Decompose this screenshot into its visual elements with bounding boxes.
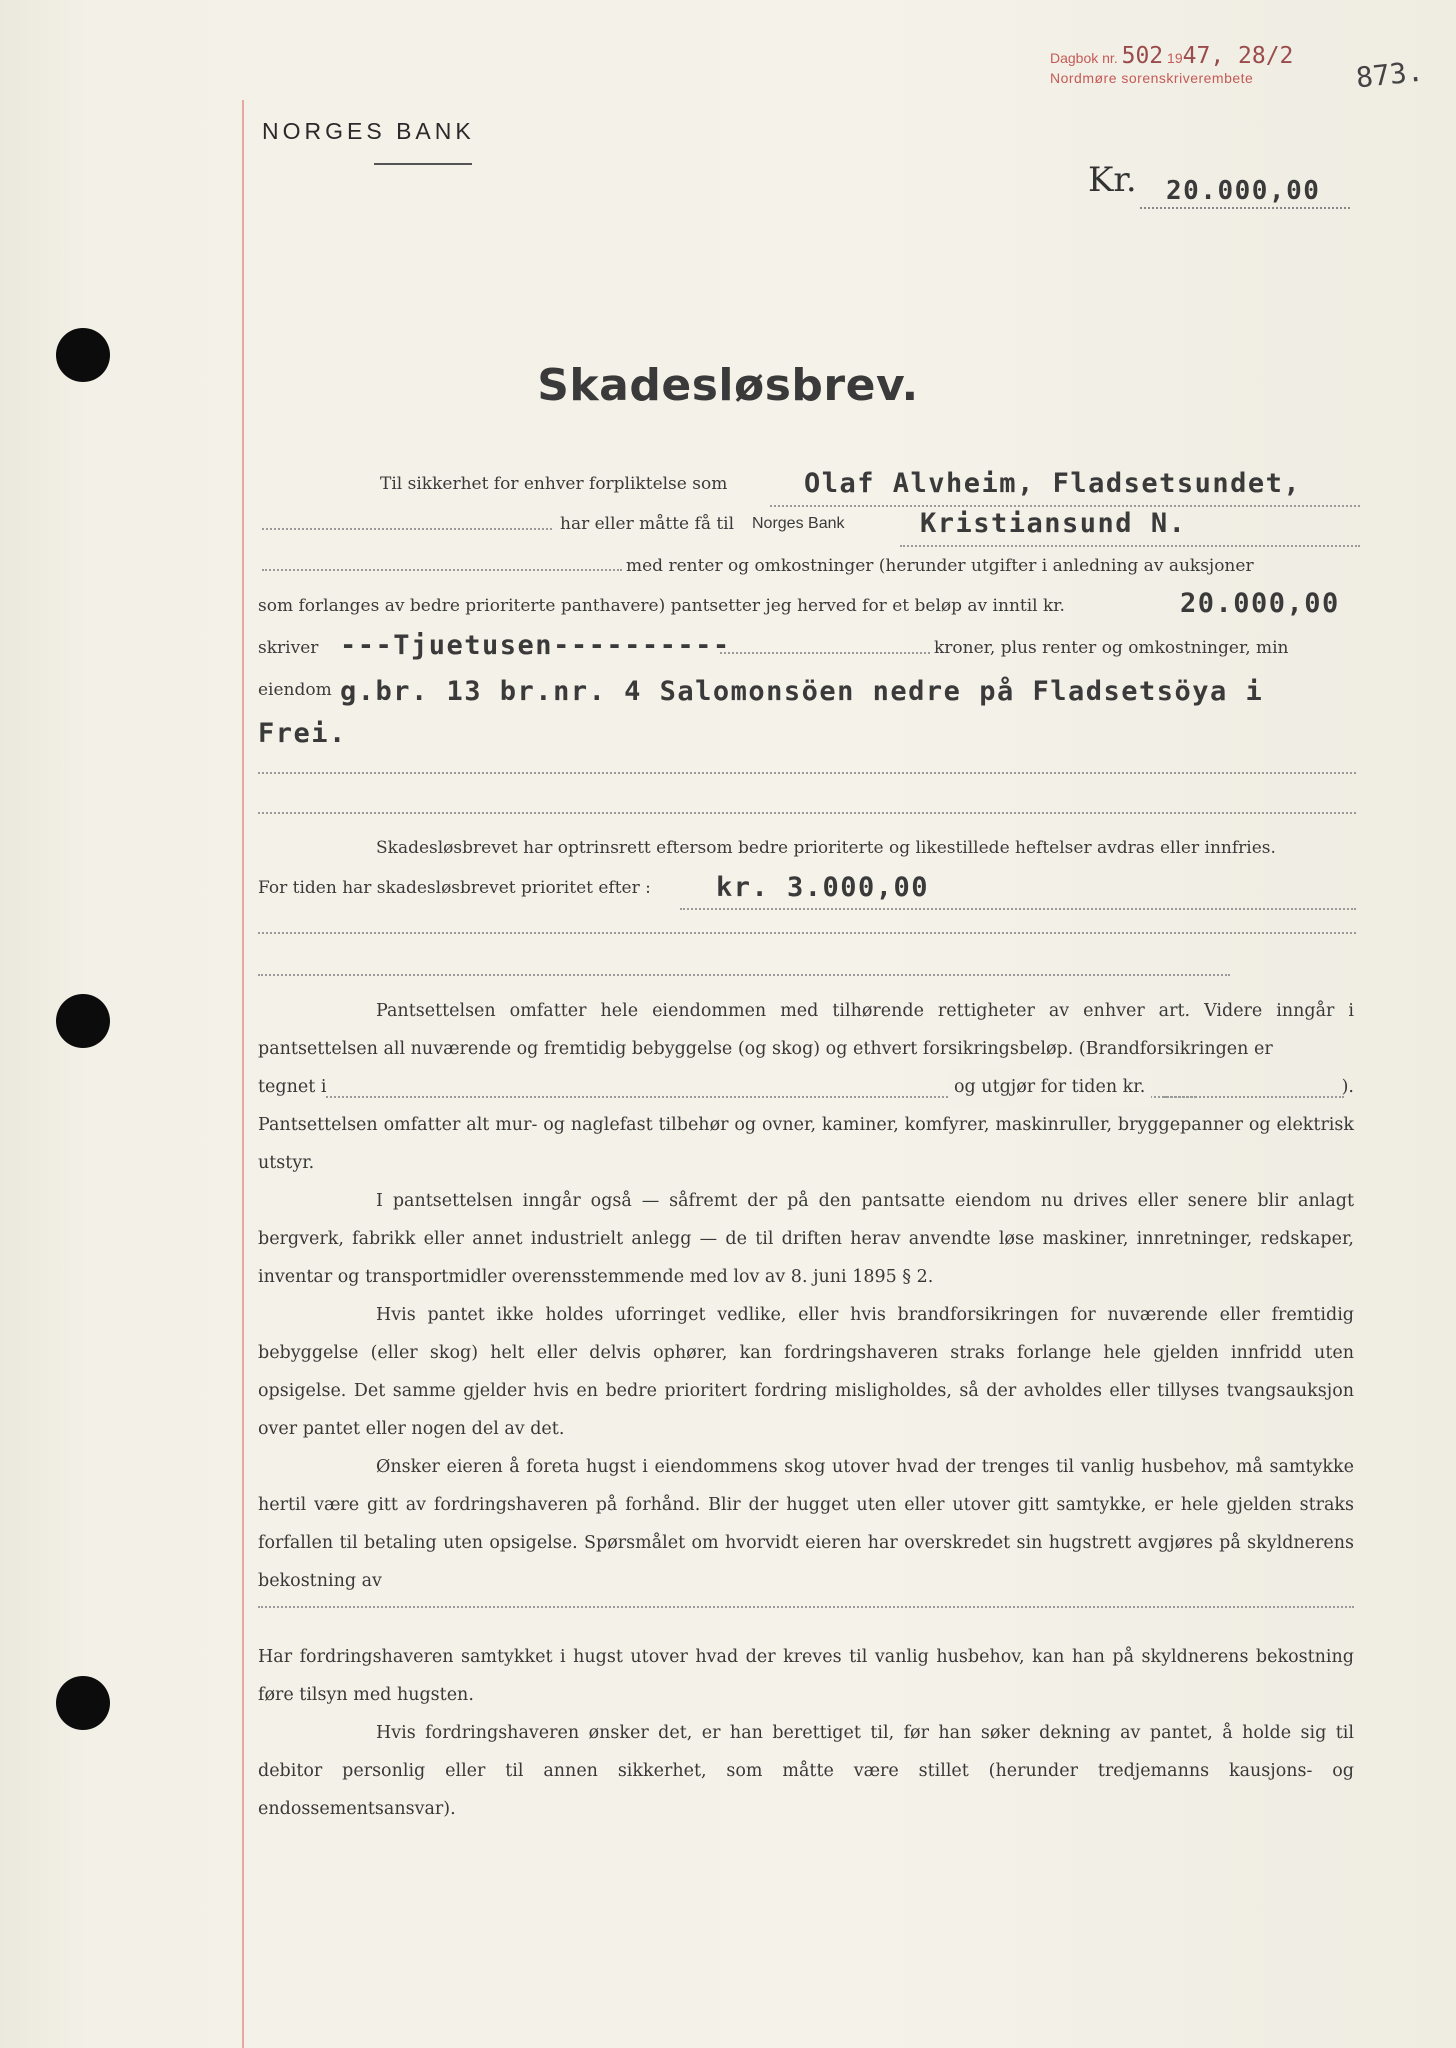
form-line4: som forlanges av bedre prioriterte panthavere) pantsetter jeg herved for et beløp av inntil kr. — [258, 596, 1065, 616]
form-line5-tail: kroner, plus renter og omkostninger, min — [934, 638, 1289, 658]
amount-label: Kr. — [1088, 160, 1137, 200]
dotted-line — [720, 652, 930, 654]
dotted-line — [258, 772, 1356, 774]
form-line1-label: Til sikkerhet for enhver forpliktelse som — [380, 474, 728, 494]
paragraph-coverage: Pantsettelsen omfatter hele eiendommen med tilhørende rettigheter av enhver art. Videre inngår i pantsettelsen all nuværende og fremtidig bebyggelse (og skog) og ethvert forsikringsbeløp. (Brandforsikringen er — [258, 1001, 1354, 1059]
paragraph-fixtures: Pantsettelsen omfatter alt mur- og naglefast tilbehør og ovner, kaminer, komfyrer, maskinruller, bryggepanner og elektrisk utstyr. — [258, 1115, 1354, 1173]
dotted-line — [770, 505, 1360, 507]
dotted-line — [262, 569, 622, 571]
bank-name-rule — [374, 163, 472, 165]
dotted-line — [262, 528, 552, 530]
limit-amount: 20.000,00 — [1180, 588, 1340, 619]
insurance-label: tegnet i — [258, 1077, 327, 1097]
stamp-date: 47, 28/2 — [1182, 43, 1294, 69]
prior-amount: kr. 3.000,00 — [716, 872, 930, 903]
document-title: Skadesløsbrev. — [537, 360, 919, 411]
stamp-office: Nordmøre sorenskriverembete — [1050, 70, 1254, 86]
stamp-number: 502 — [1121, 43, 1164, 69]
dotted-line — [258, 812, 1356, 814]
form-line5-label: skriver — [258, 638, 319, 658]
debtor-name: Olaf Alvheim, Fladsetsundet, — [804, 468, 1302, 499]
dotted-line — [680, 908, 1356, 910]
dotted-line — [258, 932, 1356, 934]
paragraph-supervision: Har fordringshaveren samtykket i hugst utover hvad der kreves til vanlig husbehov, kan han på skyldnerens bekostning føre tilsyn med hugsten. — [258, 1647, 1354, 1705]
punch-hole — [56, 994, 110, 1048]
property-line1: g.br. 13 br.nr. 4 Salomonsöen nedre på Fladsetsöya i — [340, 676, 1264, 707]
stamp-year-prefix: 19 — [1167, 50, 1183, 66]
paragraph-logging: Ønsker eieren å foreta hugst i eiendommens skog utover hvad der trenges til vanlig husbehov, må samtykke hertil være gitt av fordringshaveren på forhånd. Blir der hugget uten eller utover gitt samtykke, er hele gjelden straks forfallen til betaling uten opsigelse. Spørsmålet om hvorvidt eieren har overskredet sin hugstrett avgjøres på skyldnerens bekostning av — [258, 1457, 1354, 1591]
punch-hole — [56, 1676, 110, 1730]
amount-in-words: ---Tjuetusen---------- — [340, 630, 731, 661]
stamp-prefix: Dagbok nr. — [1050, 50, 1118, 66]
bank-name: NORGES BANK — [262, 118, 475, 144]
bank-small: Norges Bank — [752, 515, 845, 532]
amount-underline — [1140, 207, 1350, 209]
priority-line2: For tiden har skadesløsbrevet prioritet efter : — [258, 878, 651, 898]
form-line6-label: eiendom — [258, 680, 332, 700]
paragraph-recourse: Hvis fordringshaveren ønsker det, er han berettiget til, før han søker dekning av pantet, å holde sig til debitor personlig eller til annen sikkerhet, som måtte være stillet (herunder tredjemanns kausjons- og endossementsansvar). — [258, 1723, 1354, 1819]
body-section — [258, 992, 1354, 1828]
paragraph-industrial: I pantsettelsen inngår også — såfremt der på den pantsatte eiendom nu drives eller senere blir anlagt bergverk, fabrikk eller annet industrielt anlegg — de til driften herav anvendte løse maskiner, innretninger, redskaper, inventar og transportmidler overensstemmende med lov av 8. juni 1895 § 2. — [258, 1191, 1354, 1287]
dotted-line — [258, 1606, 1354, 1608]
property-line2: Frei. — [258, 718, 347, 749]
insurance-amount-label: og utgjør for tiden kr. — [948, 1068, 1151, 1106]
priority-line1: Skadesløsbrevet har optrinsrett eftersom bedre prioriterte og likestillede heftelser avdras eller innfries. — [376, 838, 1276, 858]
registration-stamp — [1050, 43, 1390, 88]
insurance-line — [258, 1068, 1354, 1106]
dotted-line — [1164, 1096, 1344, 1098]
dotted-line — [258, 974, 1230, 976]
bank-branch: Kristiansund N. — [920, 508, 1187, 539]
amount-value: 20.000,00 — [1166, 176, 1321, 206]
folio-number: 873. — [1354, 54, 1425, 95]
dotted-line — [900, 545, 1360, 547]
paragraph-maintenance: Hvis pantet ikke holdes uforringet vedlike, eller hvis brandforsikringen for nuværende eller fremtidig bebyggelse (eller skog) helt eller delvis ophører, kan fordringshaveren straks forlange hele gjelden innfridd uten opsigelse. Det samme gjelder hvis en bedre prioritert fordring misligholdes, så der avholdes eller tillyses tvangsauksjon over pantet eller nogen del av det. — [258, 1305, 1354, 1439]
form-line3: med renter og omkostninger (herunder utgifter i anledning av auksjoner — [626, 556, 1254, 576]
form-line2-label: har eller måtte få til — [560, 514, 735, 534]
insurance-close: ). — [1341, 1077, 1354, 1097]
